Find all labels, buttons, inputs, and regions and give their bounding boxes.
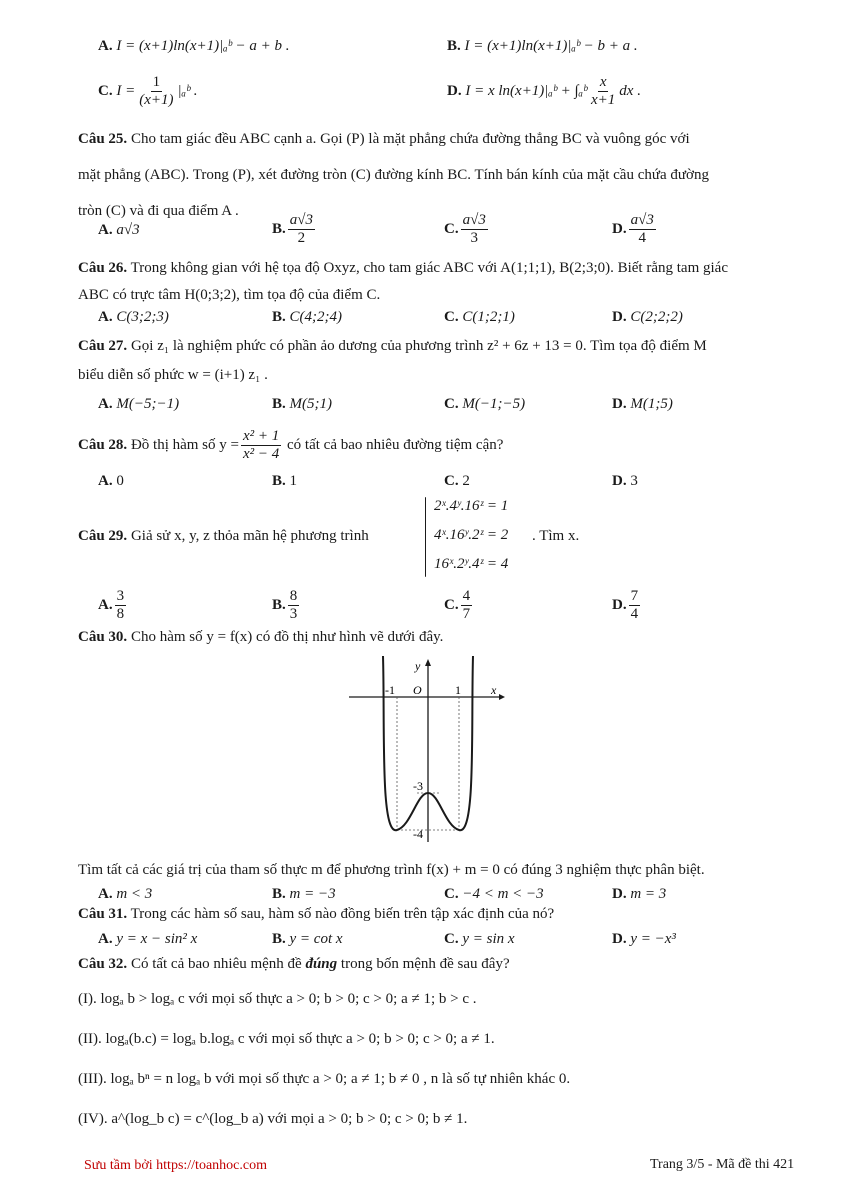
footer-source: Sưu tầm bởi https://toanhoc.com — [84, 1158, 267, 1173]
label-m3: -3 — [413, 779, 423, 793]
q30-option-c: C. −4 < m < −3 — [444, 886, 544, 902]
label-y: y — [415, 659, 421, 673]
q28-option-c: C. 2 — [444, 473, 470, 489]
q30-stem: Câu 30. Cho hàm số y = f(x) có đồ thị như hình vẽ dưới đây. — [78, 629, 444, 645]
q31-option-c: C. y = sin x — [444, 931, 515, 947]
q29-option-b: B. $\frac{8}{3}$ — [272, 588, 298, 622]
q27-option-c: C. M(−1;−5) — [444, 396, 526, 412]
q29-stem: Câu 29. Giả sử x, y, z thỏa mãn hệ phương trình — [78, 528, 369, 544]
q27-option-b: B. M(5;1) — [272, 396, 332, 412]
label-x: x — [491, 683, 497, 697]
q26-option-a: A. C(3;2;3) — [98, 309, 169, 325]
q25-option-b: B. $\frac{a√3}{2}$ — [272, 212, 313, 246]
q26-option-d: D. C(2;2;2) — [612, 309, 683, 325]
q29-option-a: A. $\frac{3}{8}$ — [98, 588, 125, 622]
q30-question: Tìm tất cả các giá trị của tham số thực m để phương trình f(x) + m = 0 có đúng 3 nghiệm thực phân biệt. — [78, 862, 705, 878]
q26-stem: Câu 26. Trong không gian với hệ tọa độ Oxyz, cho tam giác ABC với A(1;1;1), B(2;3;0). Biết rằng tam giác ABC có trực tâm H(0;3;2), tìm tọa độ của điểm C. — [78, 260, 728, 303]
q32-statement-2: (II). logₐ(b.c) = logₐ b.logₐ c với mọi số thực a > 0; b > 0; c > 0; a ≠ 1. — [78, 1031, 495, 1047]
q27-option-a: A. M(−5;−1) — [98, 396, 180, 412]
q25-stem: Câu 25. Cho tam giác đều ABC cạnh a. Gọi (P) là mặt phẳng chứa đường thẳng BC và vuông góc với mặt phẳng (ABC). Trong (P), xét đường tròn (C) đường kính BC. Tính bán kính của mặt cầu chứa đường tròn (C) và đi qua điểm A . — [78, 131, 709, 219]
q29-option-d: D. $\frac{7}{4}$ — [612, 588, 639, 622]
q24-option-c: C. I = $\frac{1}{(x+1)}$ |ₐᵇ . — [98, 74, 198, 108]
q25-option-d: D. $\frac{a√3}{4}$ — [612, 212, 654, 246]
q29-post: . Tìm x. — [532, 528, 580, 544]
q28-option-b: B. 1 — [272, 473, 298, 489]
q25-option-a: A. a√3 — [98, 222, 140, 238]
q27-stem: Câu 27. Gọi z₁ là nghiệm phức có phần ảo dương của phương trình z² + 6z + 13 = 0. Tìm tọa độ điểm M biểu diễn số phức w = (i+1) z₁ . — [78, 338, 707, 383]
label-m4: -4 — [413, 827, 423, 841]
q26-option-c: C. C(1;2;1) — [444, 309, 515, 325]
q28-option-a: A. 0 — [98, 473, 124, 489]
q31-option-b: B. y = cot x — [272, 931, 343, 947]
q24-option-a: A. I = (x+1)ln(x+1)|ₐᵇ − a + b . — [98, 38, 290, 54]
q31-option-d: D. y = −x³ — [612, 931, 676, 947]
q30-graph — [345, 656, 510, 846]
q28-stem: Câu 28. Đồ thị hàm số y = $\frac{\text{x² + 1}}{\text{x² − 4}}$ có tất cả bao nhiêu đường tiệm cận? — [78, 428, 504, 462]
y-axis-arrow — [425, 659, 431, 666]
q26-option-b: B. C(4;2;4) — [272, 309, 343, 325]
label-neg1: -1 — [385, 683, 395, 697]
label-pos1: 1 — [455, 683, 461, 697]
q31-stem: Câu 31. Trong các hàm số sau, hàm số nào đồng biến trên tập xác định của nó? — [78, 906, 555, 922]
q32-statement-3: (III). logₐ bⁿ = n logₐ b với mọi số thực a > 0; a ≠ 1; b ≠ 0 , n là số tự nhiên khác 0. — [78, 1071, 571, 1087]
q30-option-a: A. m < 3 — [98, 886, 153, 902]
q29-eq2: 4ˣ.16ʸ.2ᶻ = 2 — [434, 527, 509, 543]
q28-option-d: D. 3 — [612, 473, 638, 489]
q31-option-a: A. y = x − sin² x — [98, 931, 198, 947]
q29-eq3: 16ˣ.2ʸ.4ᶻ = 4 — [434, 556, 509, 572]
footer-page-info: Trang 3/5 - Mã đề thi 421 — [650, 1157, 795, 1172]
q32-stem: Câu 32. Có tất cả bao nhiêu mệnh đề đúng trong bốn mệnh đề sau đây? — [78, 956, 510, 972]
x-axis-arrow — [499, 694, 505, 700]
q29-eq1: 2ˣ.4ʸ.16ᶻ = 1 — [434, 498, 509, 514]
label-origin: O — [413, 683, 422, 697]
q29-system-brace — [425, 497, 426, 577]
q24-option-d: D. I = x ln(x+1)|ₐᵇ + ∫ₐᵇ $\frac{x}{x+1}$ dx . — [447, 74, 641, 108]
q24-option-b: B. I = (x+1)ln(x+1)|ₐᵇ − b + a . — [447, 38, 638, 54]
q30-option-b: B. m = −3 — [272, 886, 336, 902]
q32-statement-1: (I). logₐ b > logₐ c với mọi số thực a > 0; b > 0; c > 0; a ≠ 1; b > c . — [78, 991, 477, 1007]
q27-option-d: D. M(1;5) — [612, 396, 673, 412]
q30-option-d: D. m = 3 — [612, 886, 667, 902]
q32-statement-4: (IV). a^(log_b c) = c^(log_b a) với mọi a > 0; b > 0; c > 0; b ≠ 1. — [78, 1111, 468, 1127]
q25-option-c: C. $\frac{a√3}{3}$ — [444, 212, 486, 246]
q29-option-c: C. $\frac{4}{7}$ — [444, 588, 471, 622]
